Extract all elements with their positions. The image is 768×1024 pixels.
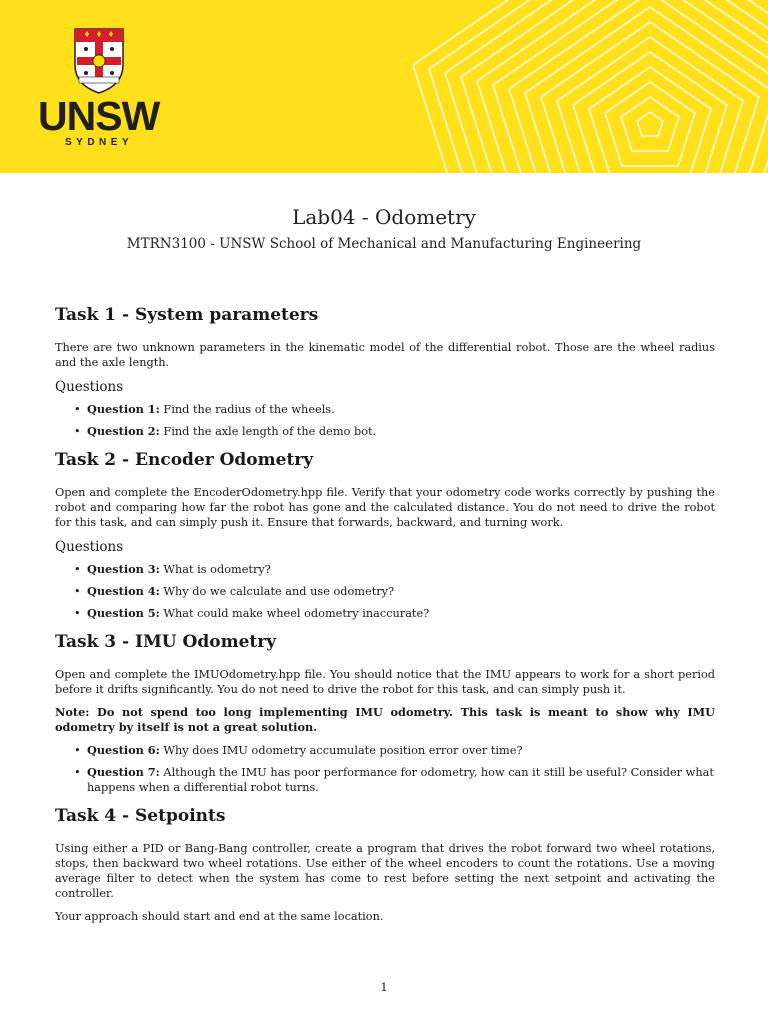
task-2-questions-heading: Questions [55,539,124,555]
question-label: Question 5: [87,606,160,620]
unsw-logo-text: UNSW [38,93,160,139]
question-label: Question 2: [87,424,160,438]
question-text: Although the IMU has poor performance for odometry, how can it still be useful? Consider what happens when a differential robot turns. [87,766,714,794]
task-1-heading: Task 1 - System parameters [55,305,319,325]
question-item [87,424,715,439]
task-4-intro: Using either a PID or Bang-Bang controller, create a program that drives the robot forward two wheel rotations, stops, then backward two wheel rotations. Use either of the wheel encoders to count the rotations. Use a moving average filter to detect when the system has come to rest before setting the next setpoint and activating the controller. [55,842,715,900]
question-text: Why do we calculate and use odometry? [163,585,395,598]
question-item [87,402,715,417]
question-item [87,765,715,795]
question-text: Why does IMU odometry accumulate position error over time? [163,744,523,757]
question-label: Question 6: [87,743,160,757]
question-item [87,562,715,577]
task-1-question-list [55,402,715,439]
question-label: Question 1: [87,402,160,416]
page-number: 1 [380,980,388,994]
unsw-logo-subtext: SYDNEY [65,137,134,148]
question-label: Question 7: [87,765,160,779]
task-4-section [55,805,715,924]
question-item [87,584,715,599]
task-2-question-list [55,562,715,621]
document-subtitle: MTRN3100 - UNSW School of Mechanical and Manufacturing Engineering [126,236,642,252]
task-2-intro: Open and complete the EncoderOdometry.hpp file. Verify that your odometry code works correctly by pushing the robot and comparing how far the robot has gone and the calculated distance. You do not need to drive the robot for this task, and can simply push it. Ensure that forwards, backward, and turning work. [55,486,715,529]
question-text: Find the axle length of the demo bot. [163,425,377,438]
task-3-note: Note: Do not spend too long implementing IMU odometry. This task is meant to show why IMU odometry by itself is not a great solution. [55,705,715,734]
document-title: Lab04 - Odometry [292,205,476,229]
question-text: What could make wheel odometry inaccurate? [163,607,430,620]
task-3-intro: Open and complete the IMUOdometry.hpp file. You should notice that the IMU appears to work for a short period before it drifts significantly. You do not need to drive the robot for this task, and can simply push it. [55,668,715,696]
university-crest-icon [73,27,125,95]
question-label: Question 4: [87,584,160,598]
question-label: Question 3: [87,562,160,576]
task-1-section [55,304,715,439]
task-3-heading: Task 3 - IMU Odometry [55,632,277,652]
task-4-outro: Your approach should start and end at the same location. [55,910,384,923]
question-item [87,743,715,758]
question-text: Find the radius of the wheels. [163,403,335,416]
task-2-heading: Task 2 - Encoder Odometry [55,450,314,470]
task-3-section [55,631,715,795]
task-2-section [55,449,715,621]
document-body [55,304,715,934]
task-1-intro: There are two unknown parameters in the kinematic model of the differential robot. Those are the wheel radius and the axle length. [55,341,715,369]
task-3-question-list [55,743,715,795]
header-banner [0,0,768,173]
task-1-questions-heading: Questions [55,379,124,395]
question-item [87,606,715,621]
task-4-heading: Task 4 - Setpoints [55,806,226,826]
question-text: What is odometry? [163,563,271,576]
